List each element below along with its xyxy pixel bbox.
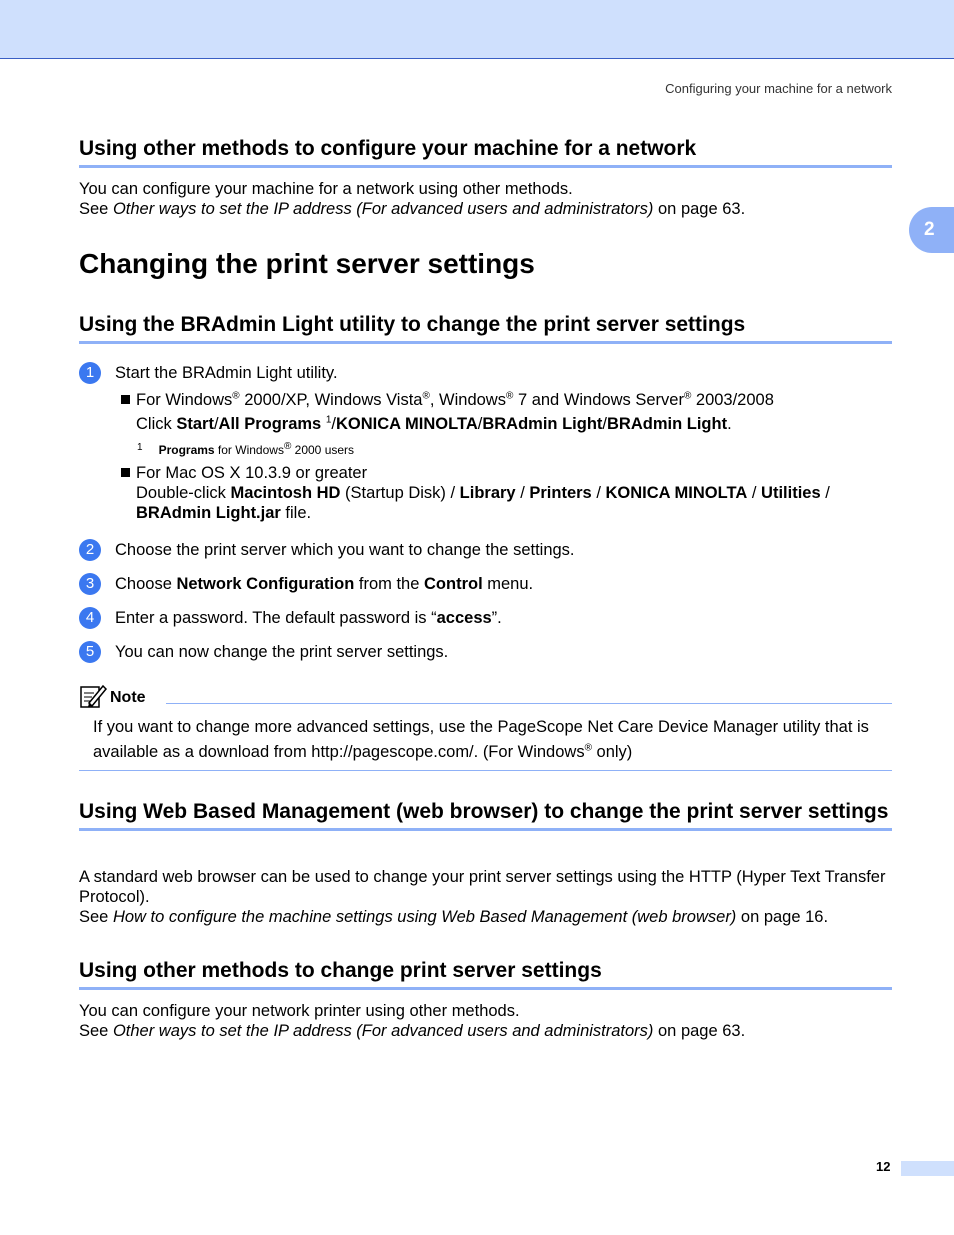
see-label: See [79,200,113,218]
chapter-tab [909,207,954,253]
mac-bullet-line1: For Mac OS X 10.3.9 or greater [121,463,830,483]
footnote: $^1$ Programs for Windows® 2000 users [137,441,355,457]
cross-reference-link[interactable]: How to configure the machine settings using Web Based Management (web browser) [112,908,737,926]
section-heading-other-methods-configure: Using other methods to configure your machine for a network [79,136,892,168]
section3-body [79,867,892,927]
note-divider [166,703,892,704]
section3-see: See How to configure the machine settings using Web Based Management (web browser) on page 16. [79,908,829,926]
mac-bullet-line3: BRAdmin Light.jar file. [136,504,312,522]
mac-bullet [121,463,830,523]
page-number: 12 [876,1159,891,1174]
section1-see [79,199,892,219]
step-text: You can now change the print server settings. [115,643,449,661]
cross-reference-link[interactable]: Other ways to set the IP address (For advanced users and administrators) [112,1022,654,1040]
section-heading-web-based-management: Using Web Based Management (web browser) to change the print server settings [79,799,892,831]
page-reference: on page 63. [653,200,746,218]
section4-see: See Other ways to set the IP address (For advanced users and administrators) on page 63. [79,1022,746,1040]
page-number-bar [901,1161,954,1176]
note-label: Note [110,689,146,706]
step-text: Enter a password. The default password is “access”. [115,609,502,627]
section1-line: You can configure your machine for a network using other methods. [79,180,573,198]
section-heading-bradmin: Using the BRAdmin Light utility to change the print server settings [79,312,892,344]
section-heading-other-methods-change: Using other methods to change print server settings [79,958,892,990]
step-number-badge: 2 [79,539,101,561]
step-number-badge: 5 [79,641,101,663]
note-bottom-divider [79,770,892,771]
step-number-badge: 1 [79,362,101,384]
step-text: Choose Network Configuration from the Control menu. [115,575,534,593]
chapter-number: 2 [924,219,935,240]
mac-bullet-line2: Double-click Macintosh HD (Startup Disk) / Library / Printers / KONICA MINOLTA / Utilities / [136,484,830,502]
step-text: Start the BRAdmin Light utility. [115,364,338,382]
windows-bullet-line1: For Windows® 2000/XP, Windows Vista®, Windows® 7 and Windows Server® 2003/2008 [121,390,774,410]
bullet-square-icon [121,468,130,477]
section4-line: You can configure your network printer using other methods. [79,1002,520,1020]
footnote-marker: 1 [325,414,332,426]
note-header [79,683,892,707]
step-number-badge: 3 [79,573,101,595]
section1-body [79,179,892,219]
note-body: If you want to change more advanced settings, use the PageScope Net Care Device Manager utility that is available as a download from http://pagescope.com/. (For Windows® only) [93,718,869,761]
top-header-band [0,0,954,59]
section3-line: A standard web browser can be used to change your print server settings using the HTTP (Hyper Text Transfer Protocol). [79,868,886,906]
step-text: Choose the print server which you want to change the settings. [115,541,575,559]
windows-bullet [121,390,774,434]
page-title: Changing the print server settings [79,248,535,279]
section4-body [79,1001,892,1041]
windows-bullet-line2: Click Start/All Programs $^1$/KONICA MINOLTA/BRAdmin Light/BRAdmin Light. [136,414,732,433]
bullet-square-icon [121,395,130,404]
running-header: Configuring your machine for a network [665,81,892,96]
cross-reference-link[interactable]: Other ways to set the IP address (For advanced users and administrators) [112,200,654,218]
step-number-badge: 4 [79,607,101,629]
note-pencil-icon [79,683,107,709]
